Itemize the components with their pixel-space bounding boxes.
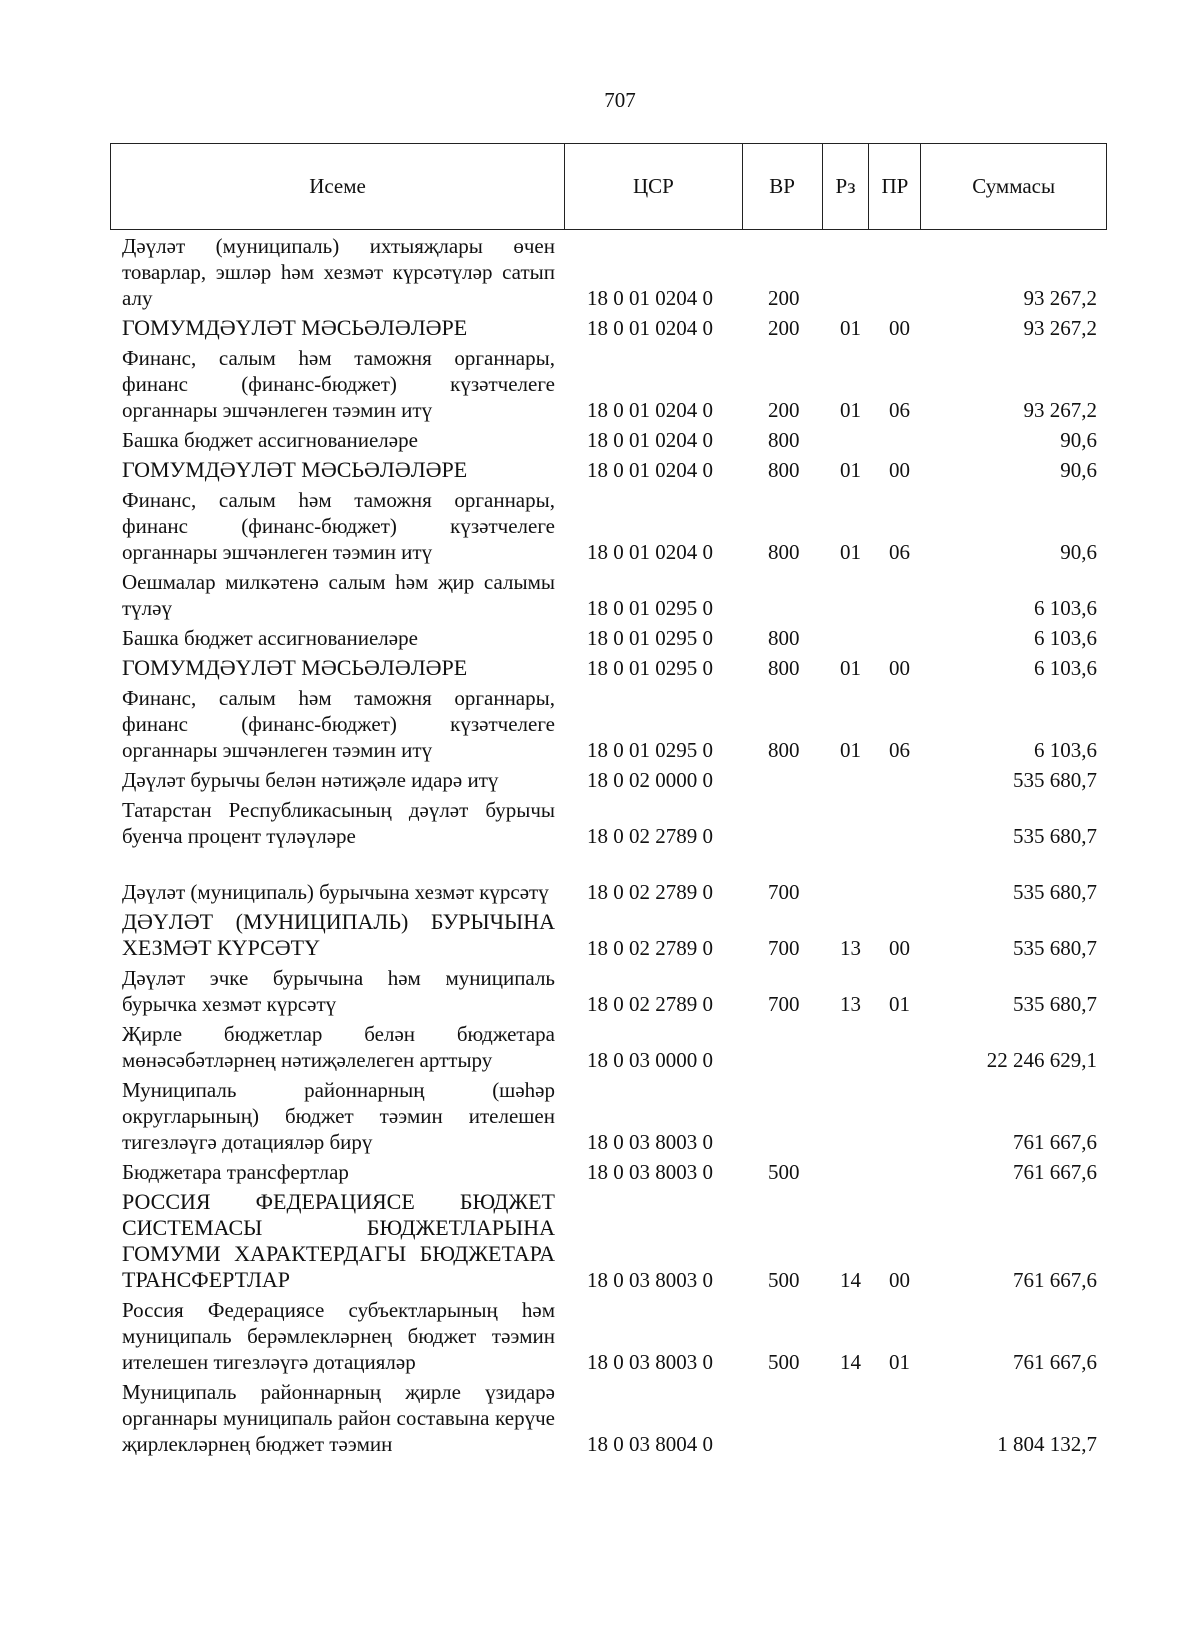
row-vr: 500 [768, 1350, 800, 1374]
table-row [0, 425, 1200, 455]
table-row [0, 907, 1200, 963]
row-name: Оешмалар милкәтенә салым һәм җир салымы түләү [122, 570, 555, 620]
row-name: ГОМУМДӘҮЛӘТ МӘСЬӘЛӘЛӘРЕ [122, 315, 468, 340]
row-sum: 93 267,2 [1023, 286, 1097, 310]
row-name: Башка бюджет ассигнованиеләре [122, 428, 418, 452]
row-csr: 18 0 01 0295 0 [587, 596, 713, 620]
row-sum: 6 103,6 [1034, 596, 1097, 620]
row-pr: 01 [889, 1350, 910, 1374]
row-sum: 6 103,6 [1034, 738, 1097, 762]
header-rz: Рз [823, 144, 870, 229]
row-pr: 06 [889, 738, 910, 762]
table-row [0, 963, 1200, 1019]
row-name: ГОМУМДӘҮЛӘТ МӘСЬӘЛӘЛӘРЕ [122, 457, 468, 482]
row-rz: 01 [840, 540, 861, 564]
row-sum: 93 267,2 [1023, 398, 1097, 422]
row-vr: 700 [768, 992, 800, 1016]
row-pr: 00 [889, 458, 910, 482]
row-csr: 18 0 01 0204 0 [587, 398, 713, 422]
row-csr: 18 0 03 8004 0 [587, 1432, 713, 1456]
table-row [0, 683, 1200, 765]
row-rz: 01 [840, 738, 861, 762]
header-csr: ЦСР [565, 144, 743, 229]
table-row [0, 485, 1200, 567]
row-sum: 761 667,6 [1013, 1268, 1097, 1292]
header-pr: ПР [869, 144, 921, 229]
row-rz: 01 [840, 398, 861, 422]
row-csr: 18 0 02 2789 0 [587, 992, 713, 1016]
row-vr: 800 [768, 738, 800, 762]
row-rz: 14 [840, 1268, 861, 1292]
row-csr: 18 0 03 8003 0 [587, 1130, 713, 1154]
table-row [0, 653, 1200, 683]
row-name: Дәүләт (муниципаль) ихтыяҗлары өчен товарлар, эшләр һәм хезмәт күрсәтүләр сатып алу [122, 234, 555, 310]
row-csr: 18 0 03 8003 0 [587, 1160, 713, 1184]
row-vr: 200 [768, 316, 800, 340]
row-vr: 800 [768, 428, 800, 452]
row-name: Бюджетара трансфертлар [122, 1160, 349, 1184]
row-csr: 18 0 01 0204 0 [587, 540, 713, 564]
row-sum: 90,6 [1060, 540, 1097, 564]
row-sum: 535 680,7 [1013, 824, 1097, 848]
row-sum: 761 667,6 [1013, 1160, 1097, 1184]
table-row [0, 795, 1200, 851]
row-csr: 18 0 02 2789 0 [587, 936, 713, 960]
row-pr: 01 [889, 992, 910, 1016]
row-pr: 00 [889, 656, 910, 680]
row-pr: 00 [889, 1268, 910, 1292]
row-sum: 535 680,7 [1013, 992, 1097, 1016]
row-name: Финанс, салым һәм таможня органнары, финанс (финанс-бюджет) күзәтчелеге органнары эшчәнлеген тәэмин итү [122, 686, 555, 762]
row-sum: 761 667,6 [1013, 1130, 1097, 1154]
row-sum: 22 246 629,1 [986, 1048, 1097, 1072]
row-sum: 90,6 [1060, 458, 1097, 482]
row-csr: 18 0 01 0295 0 [587, 626, 713, 650]
table-row [0, 1295, 1200, 1377]
table-row [0, 1075, 1200, 1157]
row-name: Дәүләт эчке бурычына һәм муниципаль бурычка хезмәт күрсәтү [122, 966, 555, 1016]
row-rz: 13 [840, 992, 861, 1016]
row-name: Финанс, салым һәм таможня органнары, финанс (финанс-бюджет) күзәтчелеге органнары эшчәнлеген тәэмин итү [122, 346, 555, 422]
row-pr: 06 [889, 398, 910, 422]
row-sum: 1 804 132,7 [997, 1432, 1097, 1456]
row-vr: 700 [768, 936, 800, 960]
row-name: ГОМУМДӘҮЛӘТ МӘСЬӘЛӘЛӘРЕ [122, 655, 468, 680]
table-row [0, 313, 1200, 343]
row-csr: 18 0 01 0204 0 [587, 286, 713, 310]
row-rz: 13 [840, 936, 861, 960]
row-csr: 18 0 02 0000 0 [587, 768, 713, 792]
row-sum: 6 103,6 [1034, 626, 1097, 650]
table-row [0, 851, 1200, 907]
row-sum: 93 267,2 [1023, 316, 1097, 340]
row-name: РОССИЯ ФЕДЕРАЦИЯСЕ БЮДЖЕТ СИСТЕМАСЫ БЮДЖЕТЛАРЫНА ГОМУМИ ХАРАКТЕРДАГЫ БЮДЖЕТАРА ТРАНСФЕРТЛАР [122, 1189, 555, 1292]
row-csr: 18 0 03 0000 0 [587, 1048, 713, 1072]
row-pr: 00 [889, 316, 910, 340]
row-sum: 535 680,7 [1013, 880, 1097, 904]
row-name: Муниципаль районнарның (шәһәр округларының) бюджет тәэмин ителешен тигезләүгә дотацияләр бирү [122, 1078, 555, 1154]
row-csr: 18 0 01 0295 0 [587, 656, 713, 680]
row-name: Финанс, салым һәм таможня органнары, финанс (финанс-бюджет) күзәтчелеге органнары эшчәнлеген тәэмин итү [122, 488, 555, 564]
row-csr: 18 0 01 0204 0 [587, 316, 713, 340]
row-rz: 01 [840, 316, 861, 340]
row-name: Дәүләт (муниципаль) бурычына хезмәт күрсәтү [122, 880, 549, 904]
row-vr: 800 [768, 626, 800, 650]
table-row [0, 343, 1200, 425]
page-number: 707 [604, 88, 636, 112]
row-csr: 18 0 01 0295 0 [587, 738, 713, 762]
table-body [0, 231, 1200, 1459]
row-name: Россия Федерациясе субъектларының һәм муниципаль берәмлекләрнең бюджет тәэмин ителешен тигезләүгә дотацияләр [122, 1298, 555, 1374]
row-vr: 800 [768, 656, 800, 680]
row-name: Башка бюджет ассигнованиеләре [122, 626, 418, 650]
table-row [0, 765, 1200, 795]
row-name: Татарстан Республикасының дәүләт бурычы буенча процент түләүләре [122, 798, 555, 848]
row-pr: 00 [889, 936, 910, 960]
header-vr: ВР [743, 144, 823, 229]
row-sum: 6 103,6 [1034, 656, 1097, 680]
row-name: Җирле бюджетлар белән бюджетара мөнәсәбәтләрнең нәтиҗәлелеген арттыру [122, 1022, 555, 1072]
row-vr: 200 [768, 286, 800, 310]
row-csr: 18 0 02 2789 0 [587, 824, 713, 848]
row-vr: 800 [768, 540, 800, 564]
row-name: ДӘҮЛӘТ (МУНИЦИПАЛЬ) БУРЫЧЫНА ХЕЗМӘТ КҮРСӘТҮ [122, 909, 555, 960]
row-pr: 06 [889, 540, 910, 564]
table-row [0, 455, 1200, 485]
table-row [0, 567, 1200, 623]
header-name: Исеме [111, 144, 565, 229]
row-rz: 01 [840, 656, 861, 680]
table-header [110, 143, 1107, 230]
table-row [0, 1019, 1200, 1075]
row-rz: 01 [840, 458, 861, 482]
row-sum: 535 680,7 [1013, 936, 1097, 960]
row-csr: 18 0 03 8003 0 [587, 1268, 713, 1292]
row-sum: 535 680,7 [1013, 768, 1097, 792]
row-vr: 700 [768, 880, 800, 904]
row-csr: 18 0 01 0204 0 [587, 458, 713, 482]
table-row [0, 231, 1200, 313]
table-row [0, 1157, 1200, 1187]
row-csr: 18 0 02 2789 0 [587, 880, 713, 904]
row-sum: 90,6 [1060, 428, 1097, 452]
row-csr: 18 0 01 0204 0 [587, 428, 713, 452]
row-vr: 500 [768, 1160, 800, 1184]
row-vr: 200 [768, 398, 800, 422]
row-sum: 761 667,6 [1013, 1350, 1097, 1374]
row-vr: 500 [768, 1268, 800, 1292]
row-csr: 18 0 03 8003 0 [587, 1350, 713, 1374]
header-sum: Суммасы [972, 174, 1056, 198]
table-row [0, 1187, 1200, 1295]
row-name: Дәүләт бурычы белән нәтиҗәле идарә итү [122, 768, 499, 792]
row-name: Муниципаль районнарның җирле үзидарә органнары муниципаль район составына керүче җирлекләрнең бюджет тәэмин [122, 1380, 555, 1456]
row-vr: 800 [768, 458, 800, 482]
table-row [0, 1377, 1200, 1459]
table-row [0, 623, 1200, 653]
row-rz: 14 [840, 1350, 861, 1374]
